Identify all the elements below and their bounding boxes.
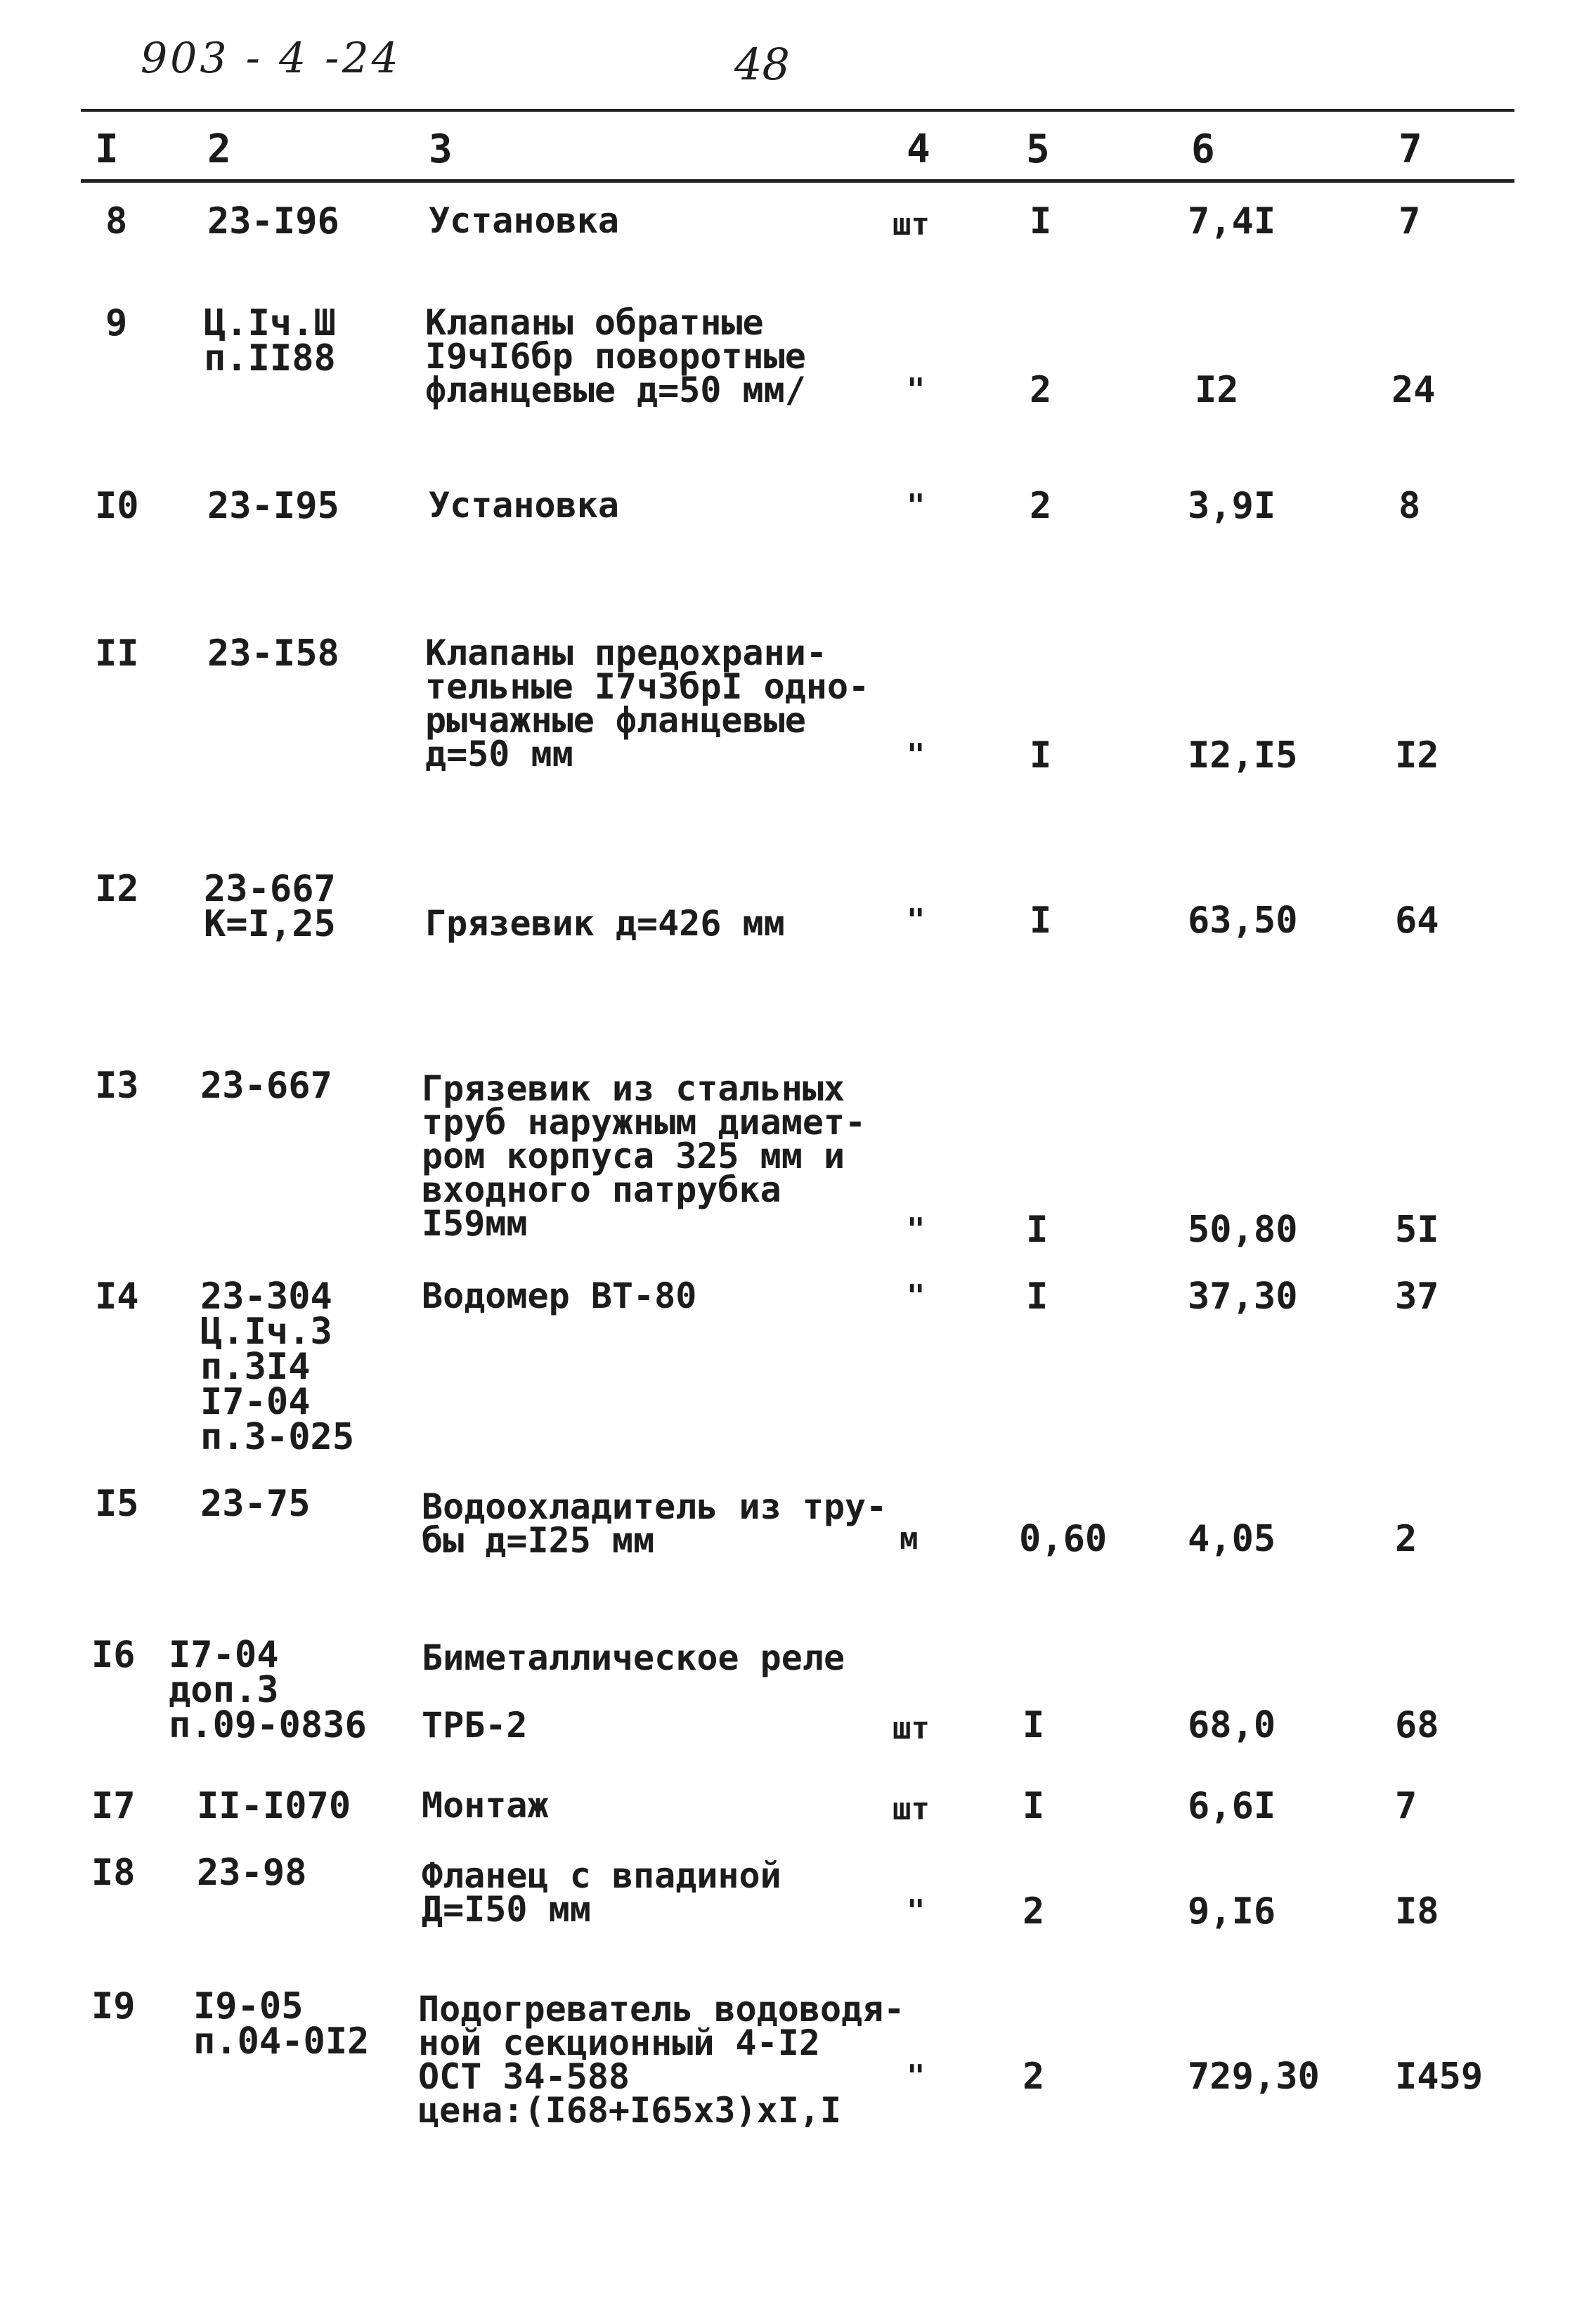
column-header-4: 4: [907, 126, 930, 172]
row-name: Подогреватель водоводя- ной секционный 4-I2 ОСТ 34-588 цена:(I68+I65x3)xI,I: [418, 1989, 905, 2131]
row-number: I6: [91, 1634, 136, 1676]
row-quantity: 2: [1030, 485, 1052, 527]
column-header-7: 7: [1398, 126, 1422, 172]
row-total: 5I: [1395, 1209, 1439, 1251]
row-code: II-I070: [197, 1785, 351, 1827]
row-name: Грязевик д=426 мм: [425, 903, 785, 944]
column-header-2: 2: [207, 126, 231, 172]
row-quantity: I: [1026, 1209, 1049, 1251]
row-quantity: I: [1030, 200, 1052, 242]
table-top-rule: [81, 109, 1514, 112]
row-price: 63,50: [1188, 900, 1298, 942]
row-unit: ": [907, 488, 926, 524]
row-total: 68: [1395, 1704, 1439, 1746]
row-total: I459: [1395, 2056, 1484, 2098]
row-total: 7: [1398, 200, 1421, 242]
row-quantity: I: [1023, 1785, 1045, 1827]
row-code: 23-I58: [207, 632, 339, 675]
row-unit: м: [900, 1521, 919, 1557]
row-number: II: [95, 632, 139, 675]
row-quantity: I: [1030, 900, 1052, 942]
row-total: 24: [1391, 369, 1436, 411]
row-price: 729,30: [1188, 2056, 1320, 2098]
row-price: 6,6I: [1188, 1785, 1276, 1827]
table-header-rule: [81, 179, 1514, 183]
row-name: Водомер ВТ-80: [422, 1275, 697, 1316]
row-code: 23-667: [200, 1065, 332, 1107]
row-price: I2: [1195, 369, 1239, 411]
column-header-6: 6: [1191, 126, 1215, 172]
row-price: I2,I5: [1188, 734, 1298, 777]
row-code: I9-05 п.04-0I2: [193, 1985, 370, 2063]
row-total: 7: [1395, 1785, 1417, 1827]
row-total: I2: [1395, 734, 1439, 777]
row-number: 9: [105, 302, 128, 344]
row-unit: ": [907, 1212, 926, 1247]
column-header-1: I: [95, 126, 119, 172]
row-number: I0: [95, 485, 139, 527]
row-quantity: I: [1030, 734, 1052, 777]
page-number: 48: [734, 39, 790, 90]
row-total: I8: [1395, 1890, 1439, 1933]
row-price: 4,05: [1188, 1518, 1276, 1560]
row-quantity: I: [1026, 1275, 1049, 1318]
row-code: 23-667 К=I,25: [204, 868, 336, 945]
column-header-5: 5: [1026, 126, 1050, 172]
row-number: I9: [91, 1985, 136, 2027]
row-name: Установка: [429, 485, 619, 526]
row-price: 3,9I: [1188, 485, 1276, 527]
row-name: Фланец с впадиной Д=I50 мм: [422, 1855, 781, 1930]
row-number: I3: [95, 1065, 139, 1107]
row-code: 23-304 Ц.Iч.3 п.3I4 I7-04 п.3-025: [200, 1275, 355, 1458]
row-name: Водоохладитель из тру- бы д=I25 мм: [422, 1486, 888, 1561]
row-price: 50,80: [1188, 1209, 1298, 1251]
row-unit: шт: [893, 207, 930, 242]
row-code: 23-I95: [207, 485, 339, 527]
row-quantity: 2: [1030, 369, 1052, 411]
row-unit: шт: [893, 1791, 930, 1827]
row-code: 23-75: [200, 1483, 311, 1525]
row-name: Грязевик из стальных труб наружным диамет- ром корпуса 325 мм и входного патрубка I59мм: [422, 1068, 867, 1244]
row-total: 2: [1395, 1518, 1417, 1560]
row-unit: ": [907, 372, 926, 408]
document-code: 903 - 4 -24: [141, 34, 401, 83]
row-unit: ": [907, 1893, 926, 1929]
row-name: Клапаны предохрани- тельные I7ч3бpI одно- рычажные фланцевые д=50 мм: [425, 632, 870, 774]
row-name: Установка: [429, 200, 619, 241]
row-name: Биметаллическое реле ТРБ-2: [422, 1637, 845, 1746]
row-number: I5: [95, 1483, 139, 1525]
row-number: I4: [95, 1275, 139, 1318]
row-unit: шт: [893, 1710, 930, 1746]
row-name: Монтаж: [422, 1785, 549, 1826]
row-total: 37: [1395, 1275, 1439, 1318]
row-code: 23-98: [197, 1852, 307, 1894]
row-code: 23-I96: [207, 200, 339, 242]
row-quantity: 2: [1023, 2056, 1045, 2098]
row-unit: ": [907, 1278, 926, 1314]
row-number: I7: [91, 1785, 136, 1827]
row-number: I2: [95, 868, 139, 910]
row-code: Ц.Iч.Ш п.II88: [204, 302, 336, 379]
row-total: 8: [1398, 485, 1421, 527]
row-quantity: 2: [1023, 1890, 1045, 1933]
row-unit: ": [907, 902, 926, 938]
row-price: 68,0: [1188, 1704, 1276, 1746]
row-name: Клапаны обратные I9чI6бр поворотные фланцевые д=50 мм/: [425, 302, 806, 410]
row-price: 9,I6: [1188, 1890, 1276, 1933]
row-unit: ": [907, 737, 926, 773]
row-quantity: I: [1023, 1704, 1045, 1746]
row-price: 37,30: [1188, 1275, 1298, 1318]
row-total: 64: [1395, 900, 1439, 942]
row-unit: ": [907, 2058, 926, 2094]
row-quantity: 0,60: [1019, 1518, 1108, 1560]
row-number: I8: [91, 1852, 136, 1894]
column-header-3: 3: [429, 126, 453, 172]
row-code: I7-04 доп.3 п.09-0836: [169, 1634, 367, 1746]
row-price: 7,4I: [1188, 200, 1276, 242]
row-number: 8: [105, 200, 128, 242]
